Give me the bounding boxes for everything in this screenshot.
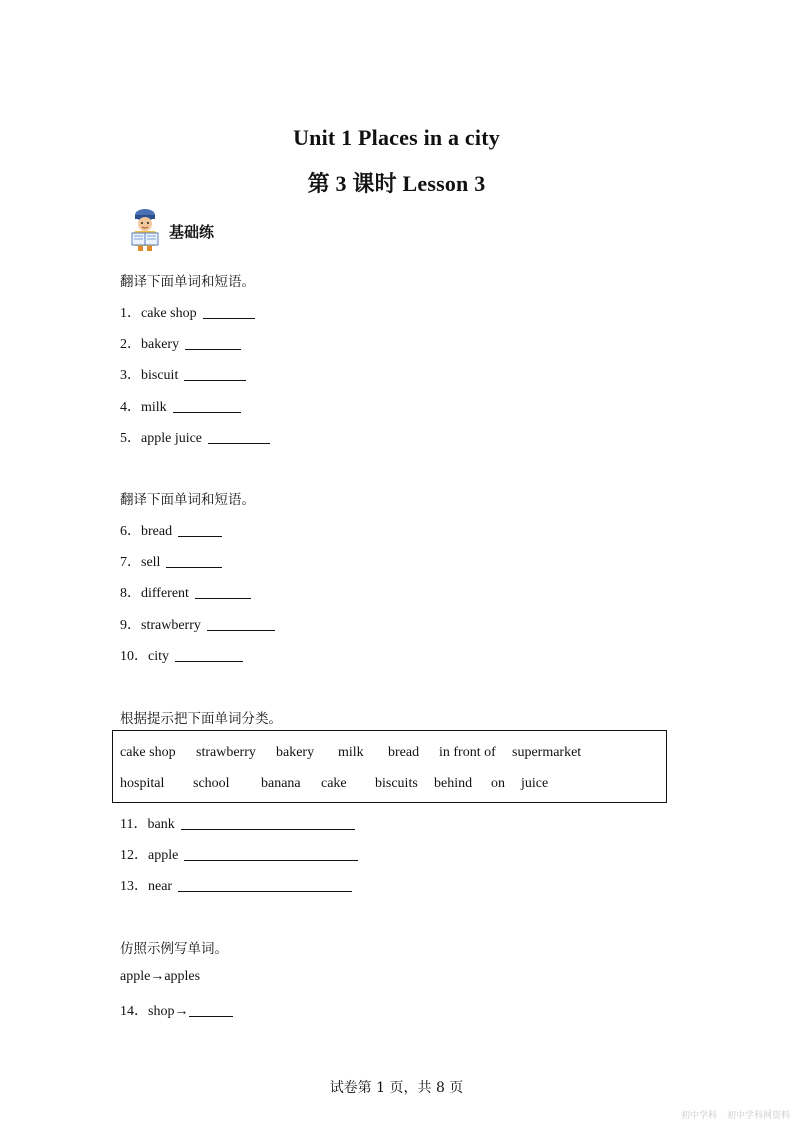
answer-blank[interactable]	[178, 877, 352, 892]
question-text: 1．cake shop	[120, 306, 197, 321]
question-11	[120, 813, 355, 833]
word-item: on	[491, 776, 505, 791]
section-label: 基础练	[169, 222, 215, 241]
word-item: in front of	[439, 745, 496, 760]
lesson-subtitle: 第 3 课时 Lesson 3	[307, 171, 486, 196]
question-10	[120, 645, 243, 665]
answer-blank[interactable]	[203, 304, 255, 319]
question-text: 7．sell	[120, 555, 161, 570]
question-text: 5．apple juice	[120, 431, 203, 446]
question-4	[120, 396, 241, 416]
word-item: milk	[338, 745, 364, 760]
word-item: supermarket	[512, 745, 582, 760]
page-title: Unit 1 Places in a city	[293, 125, 500, 150]
answer-blank[interactable]	[184, 846, 358, 861]
page-footer: 试卷第 1 页，共 8 页	[329, 1080, 464, 1096]
answer-blank[interactable]	[181, 815, 355, 830]
question-text: 11．bank	[120, 817, 175, 832]
section-header	[128, 208, 214, 254]
question-text: 4．milk	[120, 400, 167, 415]
question-text: 8．different	[120, 586, 189, 601]
question-13	[120, 875, 352, 895]
word-item: behind	[434, 776, 473, 791]
question-text: 6．bread	[120, 524, 173, 539]
question-text: 12．apple	[120, 848, 179, 863]
word-item: bakery	[276, 745, 315, 760]
question-2	[120, 333, 241, 353]
question-7	[120, 551, 222, 571]
instruction-example: 仿照示例写单词。	[120, 941, 228, 957]
answer-blank[interactable]	[184, 366, 246, 381]
question-text: 9．strawberry	[120, 618, 201, 633]
watermark-text: 初中学科	[681, 1111, 718, 1121]
word-item: cake	[321, 776, 347, 791]
question-text: 10．city	[120, 649, 169, 664]
question-14	[120, 1000, 233, 1020]
answer-blank[interactable]	[173, 398, 241, 413]
instruction-classify: 根据提示把下面单词分类。	[120, 711, 282, 727]
example-text: apple→apples	[120, 969, 201, 984]
question-text: 13．near	[120, 879, 173, 894]
question-12	[120, 844, 358, 864]
answer-blank[interactable]	[166, 553, 222, 568]
answer-blank[interactable]	[207, 616, 275, 631]
answer-blank[interactable]	[195, 584, 251, 599]
word-item: bread	[388, 745, 420, 760]
word-item: cake shop	[120, 745, 176, 760]
instruction-translate-2: 翻译下面单词和短语。	[120, 492, 255, 508]
word-item: school	[193, 776, 230, 791]
question-8	[120, 582, 251, 602]
answer-blank[interactable]	[178, 522, 222, 537]
question-3	[120, 364, 246, 384]
word-item: banana	[261, 776, 301, 791]
answer-blank[interactable]	[175, 647, 243, 662]
reading-boy-icon	[128, 206, 162, 257]
question-text: 2．bakery	[120, 337, 180, 352]
question-text: 3．biscuit	[120, 368, 179, 383]
answer-blank[interactable]	[189, 1002, 233, 1017]
word-bank-box	[112, 730, 667, 803]
watermark-text: 初中学科网资料	[727, 1111, 791, 1121]
instruction-translate-1: 翻译下面单词和短语。	[120, 274, 255, 290]
word-item: strawberry	[196, 745, 256, 760]
word-item: biscuits	[375, 776, 418, 791]
question-9	[120, 614, 275, 634]
word-item: juice	[521, 776, 549, 791]
question-text: 14．shop→	[120, 1004, 189, 1019]
question-6	[120, 520, 222, 540]
answer-blank[interactable]	[185, 335, 241, 350]
question-1	[120, 302, 255, 322]
word-item: hospital	[120, 776, 165, 791]
answer-blank[interactable]	[208, 429, 270, 444]
question-5	[120, 427, 270, 447]
